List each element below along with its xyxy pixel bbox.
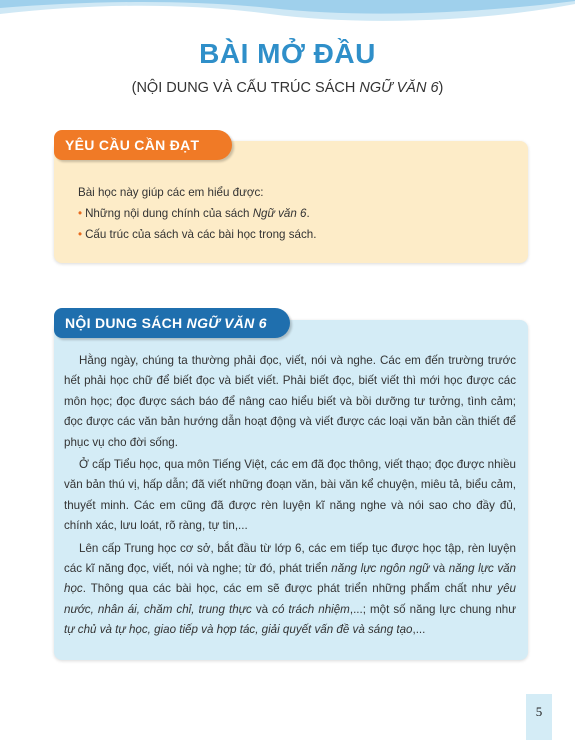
bullet-icon: •: [78, 207, 83, 220]
content-paragraph-2: Ở cấp Tiểu học, qua môn Tiếng Việt, các em đã đọc thông, viết thạo; đọc được nhiều văn bản thú vị, hấp dẫn; đã viết những đoạn văn, bài văn kể chuyện, miêu tả, biểu cảm, thuyết minh. Các em cũng đã được rèn luyện kĩ năng nghe và nói sao cho đầy đủ, chính xác, lưu loát, rõ ràng, tự tin,...: [64, 458, 516, 533]
subtitle-book-name: NGỮ VĂN 6: [359, 80, 439, 96]
top-wave-decoration: [0, 0, 575, 30]
page-title: BÀI MỞ ĐẦU: [199, 38, 376, 69]
requirements-item-2: • Cấu trúc của sách và các bài học trong sách.: [78, 228, 317, 241]
subtitle-prefix: (NỘI DUNG VÀ CẤU TRÚC SÁCH: [131, 80, 360, 96]
requirements-item-1: • Những nội dung chính của sách Ngữ văn 6.: [78, 207, 310, 220]
page-subtitle: [0, 80, 575, 96]
content-body: [64, 351, 516, 643]
content-paragraph-3: Lên cấp Trung học cơ sở, bắt đầu từ lớp 6, các em tiếp tục được học tập, rèn luyện các kĩ năng đọc, viết, nói và nghe; từ đó, phát triển năng lực ngôn ngữ và năng lực văn học. Thông qua các bài học, các em sẽ được phát triển những phẩm chất như yêu nước, nhân ái, chăm chỉ, trung thực và có trách nhiệm,...; một số năng lực chung như tự chủ và tự học, giao tiếp và hợp tác, giải quyết vấn đề và sáng tạo,...: [64, 541, 517, 637]
subtitle-suffix: ): [438, 80, 444, 96]
requirements-content: [78, 182, 508, 245]
requirements-heading: YÊU CẦU CẦN ĐẠT: [54, 130, 232, 160]
content-paragraph-1: Hằng ngày, chúng ta thường phải đọc, viết, nói và nghe. Các em đến trường trước hết phải học chữ để biết đọc và biết viết. Phải biết đọc, biết viết thì mới học được các môn học; đọc được sách báo để nâng cao hiểu biết và bồi dưỡng tư tưởng, tình cảm; đọc được các văn bản hướng dẫn hoạt động và viết được các loại văn bản cần thiết để phục vụ cho đời sống.: [64, 354, 516, 449]
requirements-intro: Bài học này giúp các em hiểu được:: [78, 186, 264, 199]
content-heading: NỘI DUNG SÁCH NGỮ VĂN 6: [54, 308, 290, 338]
page-number: 5: [526, 694, 552, 740]
bullet-icon: •: [78, 228, 83, 241]
